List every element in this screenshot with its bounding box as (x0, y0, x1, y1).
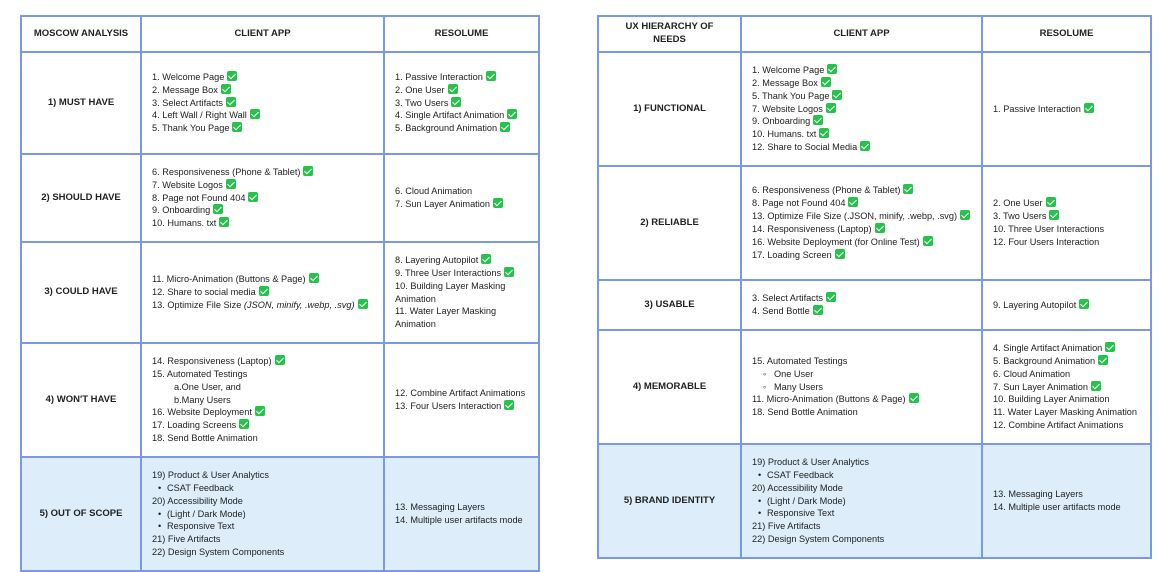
client-app-item-text: Responsive Text (767, 508, 835, 519)
client-app-item (152, 482, 373, 495)
ux-client-app-cell (741, 166, 982, 280)
check-mark-icon (481, 254, 491, 264)
client-app-item-text: a.One User, and (174, 381, 241, 392)
moscow-header-resolume: RESOLUME (384, 16, 539, 52)
moscow-row-label: 5) OUT OF SCOPE (21, 457, 141, 571)
ux-resolume-cell (982, 330, 1151, 444)
check-mark-icon (226, 97, 236, 107)
resolume-item-text: 3. Two Users (993, 211, 1047, 222)
resolume-item (993, 488, 1140, 501)
check-mark-icon (860, 141, 870, 151)
client-app-item (152, 469, 373, 482)
resolume-item (993, 501, 1140, 514)
check-mark-icon (875, 223, 885, 233)
client-app-item (152, 273, 373, 286)
resolume-item (993, 355, 1140, 368)
check-mark-icon (504, 267, 514, 277)
check-mark-icon (451, 97, 461, 107)
check-mark-icon (255, 406, 265, 416)
client-app-item-text: 17. Loading Screens (152, 420, 237, 431)
check-mark-icon (309, 273, 319, 283)
moscow-client-app-cell (141, 52, 384, 154)
client-app-item-text: 18. Send Bottle Animation (752, 407, 858, 418)
resolume-item-text: 13. Messaging Layers (993, 489, 1083, 500)
resolume-item-text: 2. One User (993, 198, 1043, 209)
resolume-item (395, 84, 528, 97)
check-mark-icon (813, 305, 823, 315)
moscow-row (21, 242, 539, 343)
client-app-item-text: 1. Welcome Page (152, 71, 225, 82)
ux-row-label: 3) USABLE (598, 280, 741, 330)
ux-client-app-cell (741, 330, 982, 444)
client-app-item-text: 5. Thank You Page (752, 90, 830, 101)
resolume-item (993, 299, 1140, 312)
client-app-item-text: (Light / Dark Mode) (767, 495, 846, 506)
check-mark-icon (1105, 342, 1115, 352)
resolume-item (395, 109, 528, 122)
client-app-item (152, 533, 373, 546)
check-mark-icon (826, 292, 836, 302)
check-mark-icon (1084, 103, 1094, 113)
check-mark-icon (486, 71, 496, 81)
check-mark-icon (213, 204, 223, 214)
check-mark-icon (232, 122, 242, 132)
resolume-item (395, 254, 528, 267)
check-mark-icon (259, 286, 269, 296)
client-app-item-text: 14. Responsiveness (Laptop) (152, 355, 272, 366)
client-app-item (152, 217, 373, 230)
check-mark-icon (1046, 197, 1056, 207)
resolume-item (993, 236, 1140, 249)
check-mark-icon (909, 393, 919, 403)
client-app-item-text: 4. Send Bottle (752, 306, 810, 316)
client-app-item-text: 1. Welcome Page (752, 64, 825, 75)
client-app-item-text: 10. Humans. txt (752, 129, 817, 140)
client-app-item (752, 469, 971, 482)
client-app-item (752, 292, 971, 305)
check-mark-icon (848, 197, 858, 207)
client-app-item (152, 299, 373, 312)
client-app-item-text: 6. Responsiveness (Phone & Tablet) (752, 185, 901, 196)
client-app-item (152, 122, 373, 135)
client-app-item (152, 508, 373, 521)
check-mark-icon (239, 419, 249, 429)
resolume-item (993, 406, 1140, 419)
client-app-item-text: 7. Website Logos (152, 179, 223, 190)
check-mark-icon (221, 84, 231, 94)
check-mark-icon (835, 249, 845, 259)
ux-header-row (598, 16, 1151, 52)
client-app-item (752, 197, 971, 210)
ux-resolume-cell (982, 444, 1151, 558)
resolume-item (993, 103, 1140, 116)
client-app-item-text: 3. Select Artifacts (152, 97, 223, 108)
client-app-item (752, 507, 971, 520)
moscow-resolume-cell (384, 457, 539, 571)
client-app-item (152, 286, 373, 299)
ux-row-label: 1) FUNCTIONAL (598, 52, 741, 166)
check-mark-icon (227, 71, 237, 81)
moscow-row-label: 4) WON'T HAVE (21, 343, 141, 457)
resolume-item-text: 14. Multiple user artifacts mode (993, 502, 1121, 512)
ux-row-label: 5) BRAND IDENTITY (598, 444, 741, 558)
client-app-item (152, 71, 373, 84)
check-mark-icon (1049, 210, 1059, 220)
client-app-item (752, 305, 971, 318)
moscow-row (21, 52, 539, 154)
client-app-item-text: 12. Share to social media (152, 287, 256, 298)
client-app-item (152, 495, 373, 508)
moscow-header-client-app: CLIENT APP (141, 16, 384, 52)
resolume-item (993, 210, 1140, 223)
client-app-item-text: 18. Send Bottle Animation (152, 433, 258, 444)
client-app-item (752, 128, 971, 141)
client-app-item (752, 482, 971, 495)
client-app-item (152, 97, 373, 110)
ux-resolume-cell (982, 280, 1151, 330)
check-mark-icon (226, 179, 236, 189)
client-app-item-italic-text: (JSON, minify, .webp, .svg) (243, 299, 355, 310)
client-app-item (752, 141, 971, 154)
client-app-item-text: One User (774, 368, 814, 379)
client-app-item-text: 8. Page not Found 404 (152, 192, 246, 203)
client-app-item-text: 11. Micro-Animation (Buttons & Page) (752, 394, 906, 405)
moscow-resolume-cell (384, 154, 539, 242)
client-app-item-text: (Light / Dark Mode) (167, 508, 246, 519)
client-app-item-text: Responsive Text (167, 521, 235, 532)
resolume-item-text: 9. Layering Autopilot (993, 299, 1077, 310)
client-app-item-text: 22) Design System Components (152, 547, 285, 558)
ux-row (598, 166, 1151, 280)
client-app-item (152, 109, 373, 122)
check-mark-icon (827, 64, 837, 74)
client-app-item-text: 5. Thank You Page (152, 123, 230, 134)
resolume-item-text: 9. Three User Interactions (395, 267, 502, 278)
client-app-item (752, 77, 971, 90)
ux-client-app-cell (741, 444, 982, 558)
client-app-item-text: 13. Optimize File Size (152, 299, 244, 310)
resolume-item-text: 10. Building Layer Animation (993, 394, 1110, 405)
moscow-resolume-cell (384, 52, 539, 154)
client-app-item (152, 192, 373, 205)
client-app-item (752, 520, 971, 533)
client-app-item-text: CSAT Feedback (167, 482, 234, 493)
client-app-item (152, 368, 373, 381)
moscow-row-label: 2) SHOULD HAVE (21, 154, 141, 242)
client-app-item (152, 520, 373, 533)
resolume-item-text: 11. Water Layer Masking Animation (993, 407, 1138, 418)
check-mark-icon (1098, 355, 1108, 365)
ux-hierarchy-table (597, 15, 1152, 559)
client-app-item-text: 17. Loading Screen (752, 249, 832, 260)
check-mark-icon (821, 77, 831, 87)
check-mark-icon (448, 84, 458, 94)
check-mark-icon (303, 166, 313, 176)
ux-header-client-app: CLIENT APP (741, 16, 982, 52)
moscow-client-app-cell (141, 154, 384, 242)
resolume-item (395, 400, 528, 413)
client-app-item (152, 381, 373, 394)
check-mark-icon (1091, 381, 1101, 391)
resolume-item-text: 12. Combine Artifact Animations (993, 420, 1124, 431)
resolume-item-text: 10. Three User Interactions (993, 224, 1105, 234)
resolume-item-text: 10. Building Layer Masking Animation (395, 280, 506, 304)
resolume-item-text: 13. Four Users Interaction (395, 401, 502, 411)
client-app-item-text: 21) Five Artifacts (152, 534, 221, 545)
client-app-item-text: 15. Automated Testings (752, 355, 848, 366)
client-app-item (152, 166, 373, 179)
resolume-item (395, 97, 528, 110)
resolume-item (993, 197, 1140, 210)
resolume-item-text: 4. Single Artifact Animation (993, 342, 1103, 353)
client-app-item-text: 11. Micro-Animation (Buttons & Page) (152, 274, 306, 285)
resolume-item-text: 6. Cloud Animation (993, 368, 1071, 379)
check-mark-icon (500, 122, 510, 132)
moscow-row-label: 1) MUST HAVE (21, 52, 141, 154)
client-app-item (152, 406, 373, 419)
client-app-item (152, 546, 373, 559)
ux-resolume-cell (982, 52, 1151, 166)
ux-row (598, 280, 1151, 330)
check-mark-icon (504, 400, 514, 410)
client-app-item-text: 13. Optimize File Size (.JSON, minify, .webp, .svg) (752, 211, 958, 222)
check-mark-icon (923, 236, 933, 246)
check-mark-icon (960, 210, 970, 220)
resolume-item (395, 198, 528, 211)
resolume-item (395, 305, 528, 331)
resolume-item (395, 387, 528, 400)
moscow-client-app-cell (141, 457, 384, 571)
check-mark-icon (275, 355, 285, 365)
resolume-item-text: 12. Combine Artifact Animations (395, 388, 526, 399)
client-app-item (752, 64, 971, 77)
resolume-item-text: 13. Messaging Layers (395, 502, 485, 513)
ux-client-app-cell (741, 52, 982, 166)
moscow-client-app-cell (141, 343, 384, 457)
resolume-item-text: 6. Cloud Animation (395, 186, 473, 197)
ux-header-resolume: RESOLUME (982, 16, 1151, 52)
client-app-item (752, 249, 971, 262)
client-app-item-text: 19) Product & User Analytics (752, 456, 869, 467)
client-app-item-text: 16. Website Deployment (for Online Test) (752, 236, 920, 247)
resolume-item-text: 2. One User (395, 84, 445, 95)
client-app-item-text: 16. Website Deployment (152, 407, 252, 418)
client-app-item-text: 4. Left Wall / Right Wall (152, 110, 247, 121)
client-app-item-text: 2. Message Box (152, 84, 218, 95)
client-app-item (752, 115, 971, 128)
client-app-item-text: 12. Share to Social Media (752, 142, 858, 153)
moscow-row (21, 154, 539, 242)
client-app-item-text: 6. Responsiveness (Phone & Tablet) (152, 166, 301, 177)
resolume-item-text: 5. Background Animation (993, 355, 1096, 366)
check-mark-icon (1079, 299, 1089, 309)
check-mark-icon (813, 115, 823, 125)
moscow-header-analysis: MOSCOW ANALYSIS (21, 16, 141, 52)
client-app-item (752, 236, 971, 249)
client-app-item-text: 15. Automated Testings (152, 368, 248, 379)
client-app-item-text: 19) Product & User Analytics (152, 469, 269, 480)
client-app-item-text: 21) Five Artifacts (752, 521, 821, 532)
resolume-item (395, 122, 528, 135)
client-app-item (752, 533, 971, 546)
client-app-item (752, 103, 971, 116)
client-app-item (752, 406, 971, 419)
check-mark-icon (493, 198, 503, 208)
client-app-item-text: 2. Message Box (752, 77, 818, 88)
client-app-item (152, 204, 373, 217)
resolume-item (993, 393, 1140, 406)
client-app-item (152, 179, 373, 192)
client-app-item (752, 393, 971, 406)
resolume-item (993, 342, 1140, 355)
ux-row-label: 2) RELIABLE (598, 166, 741, 280)
client-app-item-text: b.Many Users (174, 394, 231, 405)
moscow-analysis-table (20, 15, 540, 572)
client-app-item (152, 394, 373, 407)
resolume-item (993, 419, 1140, 432)
client-app-item-text: 14. Responsiveness (Laptop) (752, 224, 872, 234)
resolume-item (993, 223, 1140, 236)
resolume-item-text: 7. Sun Layer Animation (993, 381, 1088, 392)
client-app-item-text: CSAT Feedback (767, 469, 834, 480)
resolume-item (395, 514, 528, 527)
resolume-item (395, 71, 528, 84)
client-app-item (752, 223, 971, 236)
client-app-item-text: 7. Website Logos (752, 103, 823, 114)
client-app-item-text: 3. Select Artifacts (752, 293, 823, 304)
client-app-item-text: 9. Onboarding (752, 116, 811, 127)
client-app-item-text: Many Users (774, 381, 824, 392)
check-mark-icon (903, 184, 913, 194)
check-mark-icon (507, 109, 517, 119)
check-mark-icon (250, 109, 260, 119)
check-mark-icon (832, 90, 842, 100)
resolume-item (993, 368, 1140, 381)
ux-row (598, 444, 1151, 558)
client-app-item-text: 8. Page not Found 404 (752, 198, 846, 209)
moscow-resolume-cell (384, 242, 539, 343)
moscow-resolume-cell (384, 343, 539, 457)
client-app-item (752, 456, 971, 469)
ux-resolume-cell (982, 166, 1151, 280)
check-mark-icon (819, 128, 829, 138)
ux-header-hierarchy: UX HIERARCHY OF NEEDS (598, 16, 741, 52)
client-app-item (752, 184, 971, 197)
ux-row (598, 52, 1151, 166)
resolume-item-text: 3. Two Users (395, 97, 449, 108)
client-app-item (752, 368, 971, 381)
moscow-header-row (21, 16, 539, 52)
client-app-item-text: 22) Design System Components (752, 534, 885, 545)
client-app-item (752, 355, 971, 368)
resolume-item-text: 4. Single Artifact Animation (395, 110, 505, 121)
moscow-row-label: 3) COULD HAVE (21, 242, 141, 343)
resolume-item-text: 5. Background Animation (395, 123, 498, 134)
resolume-item-text: 7. Sun Layer Animation (395, 199, 490, 209)
check-mark-icon (219, 217, 229, 227)
check-mark-icon (248, 192, 258, 202)
resolume-item-text: 8. Layering Autopilot (395, 254, 479, 265)
check-mark-icon (358, 299, 368, 309)
client-app-item-text: 20) Accessibility Mode (152, 495, 243, 506)
client-app-item (752, 495, 971, 508)
resolume-item (395, 280, 528, 306)
client-app-item (152, 84, 373, 97)
resolume-item-text: 14. Multiple user artifacts mode (395, 515, 523, 525)
resolume-item (395, 267, 528, 280)
resolume-item (395, 185, 528, 198)
client-app-item (752, 381, 971, 394)
client-app-item-text: 9. Onboarding (152, 205, 211, 216)
client-app-item (152, 432, 373, 445)
resolume-item (993, 381, 1140, 394)
ux-client-app-cell (741, 280, 982, 330)
client-app-item-text: 10. Humans. txt (152, 218, 217, 229)
resolume-item-text: 12. Four Users Interaction (993, 236, 1100, 247)
resolume-item-text: 11. Water Layer Masking Animation (395, 306, 497, 330)
moscow-row (21, 457, 539, 571)
ux-row (598, 330, 1151, 444)
client-app-item (752, 90, 971, 103)
resolume-item-text: 1. Passive Interaction (395, 71, 483, 82)
client-app-item (152, 355, 373, 368)
client-app-item (152, 419, 373, 432)
resolume-item-text: 1. Passive Interaction (993, 103, 1081, 114)
ux-row-label: 4) MEMORABLE (598, 330, 741, 444)
check-mark-icon (826, 103, 836, 113)
moscow-row (21, 343, 539, 457)
client-app-item-text: 20) Accessibility Mode (752, 482, 843, 493)
moscow-client-app-cell (141, 242, 384, 343)
client-app-item (752, 210, 971, 223)
resolume-item (395, 501, 528, 514)
